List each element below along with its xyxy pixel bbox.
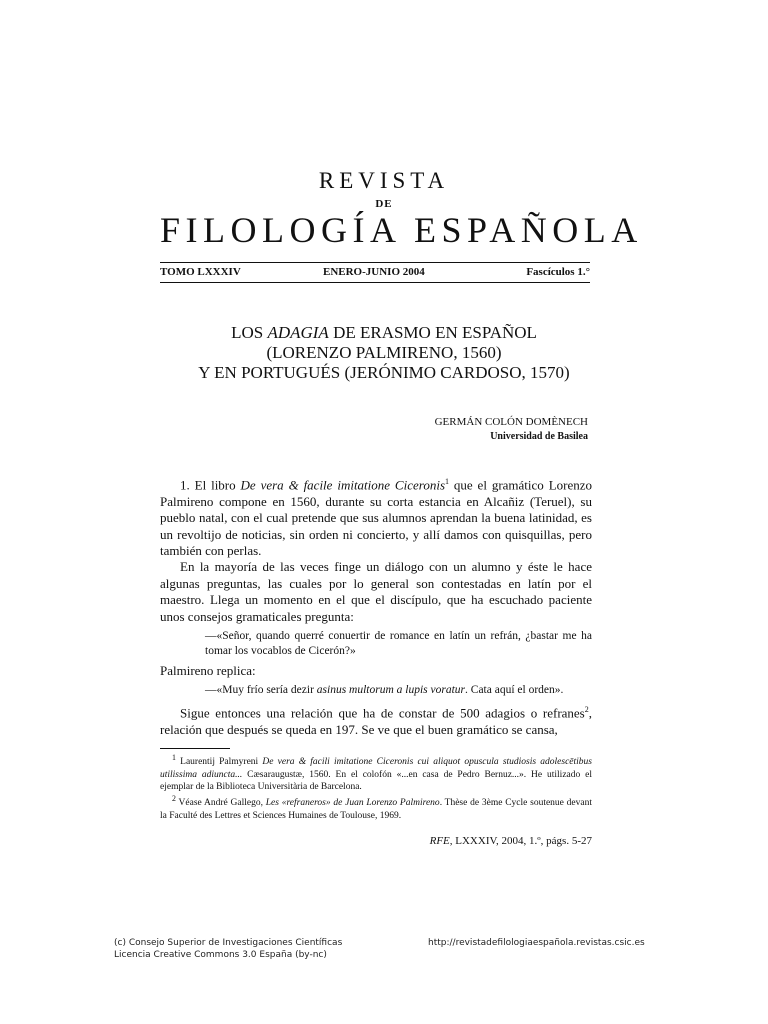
footnote-ref-2[interactable]: 2 xyxy=(584,705,589,715)
body-text xyxy=(160,474,592,739)
quote-1: —«Señor, quando querré conuertir de romance en latín un refrán, ¿bastar me ha tomar los vocablos de Cicerón?» xyxy=(205,629,592,657)
paragraph-2: En la mayoría de las veces finge un diálogo con un alumno y éste le hace algunas preguntas, las cuales por lo general son contestadas en latín por el maestro. Llega un momento en el que el discípulo, que ha escuchado paciente unos consejos gramaticales pregunta: xyxy=(160,559,592,624)
title-line-2: (LORENZO PALMIRENO, 1560) xyxy=(266,343,502,362)
author-name: GERMÁN COLÓN DOMÈNECH xyxy=(434,416,588,428)
journal-name-line1: REVISTA xyxy=(318,168,450,193)
text-run: Sigue entonces una relación que ha de constar de 500 adagios o refranes xyxy=(180,705,585,721)
issue-fasciculo: Fascículos 1.° xyxy=(526,266,590,278)
italic-run: Les «refraneros» de Juan Lorenzo Palmireno xyxy=(265,798,440,809)
text-run: . Thèse de 3ème Cycle soutenue devant la Faculté des Lettres et Sciences Humaines de Toulouse, 1969. xyxy=(160,798,592,821)
header-rule-bottom xyxy=(160,282,590,283)
author-affiliation: Universidad de Basilea xyxy=(490,431,588,442)
text-run: . Cata aquí el orden». xyxy=(465,684,564,697)
paragraph-3: Palmireno replica: xyxy=(160,662,256,678)
title-line-3: Y EN PORTUGUÉS (JERÓNIMO CARDOSO, 1570) xyxy=(198,363,570,382)
italic-run: asinus multorum a lupis voratur xyxy=(316,684,466,697)
citation-journal: RFE, xyxy=(429,835,453,847)
footnote-rule xyxy=(160,748,230,749)
text-run: que el gramático Lorenzo Palmireno compone en 1560, durante su corta estancia en Alcañiz (Teruel), su pueblo natal, con el cual pretende que sus alumnos aprendan la buena latinidad, es un revoltijo de noticias, sin orden ni concierto, y allí damos con quisquillas, pero también con perlas. xyxy=(160,477,593,558)
journal-name-line3: FILOLOGÍA ESPAÑOLA xyxy=(160,210,643,250)
text-run: Véase André Gallego, xyxy=(175,798,266,809)
footnote-ref-1[interactable]: 1 xyxy=(445,477,450,486)
paragraph-1 xyxy=(160,474,592,559)
citation xyxy=(430,835,592,847)
footnote-mark: 1 xyxy=(172,753,176,762)
footnote-1 xyxy=(160,752,592,793)
title-text: LOS xyxy=(231,323,268,342)
text-run: —«Muy frío sería dezir xyxy=(205,684,317,697)
title-italic: ADAGIA xyxy=(267,323,329,342)
footnote-mark: 2 xyxy=(172,794,176,804)
quote-2 xyxy=(205,683,592,698)
citation-details: LXXXIV, 2004, 1.º, págs. 5-27 xyxy=(452,835,592,847)
issue-date: ENERO-JUNIO 2004 xyxy=(323,266,425,278)
header-rule-top xyxy=(160,262,590,263)
text-run: 1. El libro xyxy=(180,477,241,493)
issue-tomo: TOMO LXXXIV xyxy=(160,266,241,278)
italic-run: De vera & facile imitatione Ciceronis xyxy=(240,477,446,493)
license-line: Licencia Creative Commons 3.0 España (by-nc) xyxy=(114,950,327,960)
title-line-1 xyxy=(100,323,668,343)
journal-name-line2: DE xyxy=(375,198,393,210)
text-run: Laurentij Palmyreni xyxy=(175,757,263,768)
journal-url-link[interactable]: http://revistadefilologiaespañola.revistas.csic.es xyxy=(428,938,645,948)
footnote-2 xyxy=(160,793,592,822)
copyright-line: (c) Consejo Superior de Investigaciones Científicas xyxy=(114,938,343,948)
text-run: , relación que después se queda en 197. Se ve que el buen gramático se cansa, xyxy=(160,705,592,738)
license-block xyxy=(114,937,342,961)
italic-run: De vera & facili imitatione Ciceronis cui aliquot opuscula studiosis adolescētibus utilissima adiuncta... xyxy=(160,757,592,780)
paragraph-4 xyxy=(160,702,592,738)
text-run: Cæsaraugustæ, 1560. En el colofón «...en casa de Pedro Bernuz...». He utilizado el ejemplar de la Biblioteca Universitària de Barcelona. xyxy=(160,769,592,792)
title-text: DE ERASMO EN ESPAÑOL xyxy=(328,323,537,342)
footnotes xyxy=(160,752,592,822)
article-title xyxy=(100,323,668,383)
